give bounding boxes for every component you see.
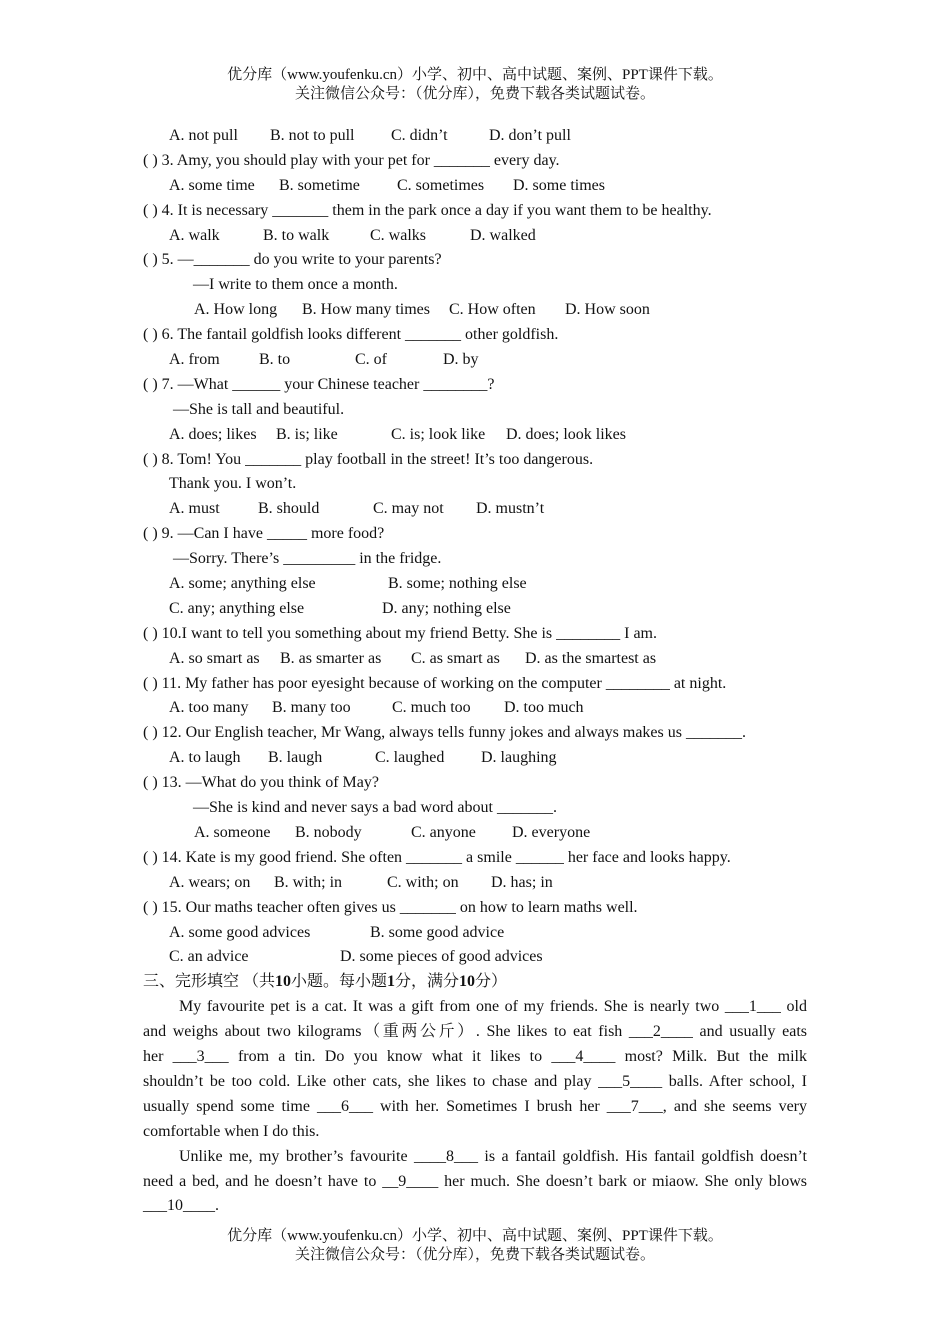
q5-options [143, 298, 807, 323]
exam-content [143, 124, 807, 1219]
passage-line: shouldn’t be too cold. Like other cats, she likes to chase and play ___5____ balls. After school, I [143, 1072, 807, 1090]
option-d: D. everyone [512, 823, 591, 841]
q15-options-row-1 [143, 921, 807, 946]
section-total: 10 [459, 973, 476, 991]
question-stem: ( ) 12. Our English teacher, Mr Wang, always tells funny jokes and always makes us _______. [143, 724, 746, 742]
option-b: B. nobody [295, 823, 362, 841]
header-line-1: 优分库（www.youfenku.cn）小学、初中、高中试题、案例、PPT课件下载。 [227, 67, 723, 83]
option-c: C. of [355, 351, 387, 369]
option-b: B. with; in [274, 873, 343, 891]
section-title-part: 小题。每小题 [291, 973, 388, 991]
option-b: B. sometime [279, 176, 360, 194]
q10-options [143, 647, 807, 672]
option-c: C. sometimes [397, 176, 485, 194]
passage-line: My favourite pet is a cat. It was a gift from one of my friends. She is nearly two ___1___ old [179, 998, 807, 1016]
option-b: B. to walk [263, 226, 330, 244]
option-b: B. as smarter as [280, 649, 382, 667]
option-d: D. laughing [481, 749, 557, 767]
section-title-part: 分） [475, 973, 508, 991]
passage-line: her ___3___ from a tin. Do you know what it likes to ___4____ most? Milk. But the milk [143, 1047, 807, 1065]
option-a: A. wears; on [169, 873, 251, 891]
q11-options [143, 696, 807, 721]
option-c: C. an advice [169, 948, 249, 966]
option-a: A. some time [169, 176, 255, 194]
dialogue-reply: —She is kind and never says a bad word about _______. [193, 799, 557, 817]
passage-paragraph-1 [143, 995, 807, 1144]
option-c: C. as smart as [411, 649, 500, 667]
q14-options [143, 871, 807, 896]
question-stem: ( ) 8. Tom! You _______ play football in the street! It’s too dangerous. [143, 450, 594, 468]
passage-line: and weighs about two kilograms（重两公斤）. She likes to eat fish ___2____ and usually eats [143, 1023, 807, 1041]
option-d: D. too much [504, 699, 584, 717]
passage-paragraph-2 [143, 1145, 807, 1220]
option-b: B. many too [272, 699, 351, 717]
option-d: D. by [443, 351, 479, 369]
option-d: D. any; nothing else [382, 599, 511, 617]
option-c: C. is; look like [391, 425, 486, 443]
section-points-each: 1 [387, 973, 396, 991]
passage-line: comfortable when I do this. [143, 1122, 320, 1140]
option-c: C. may not [373, 500, 444, 518]
section-heading [143, 970, 807, 995]
q3-options [143, 174, 807, 199]
option-d: D. does; look likes [506, 425, 626, 443]
passage-line: usually spend some time ___6___ with her. Sometimes I brush her ___7___, and she seems very [143, 1097, 807, 1115]
option-a: A. does; likes [169, 425, 257, 443]
option-a: A. some; anything else [169, 575, 316, 593]
q15-options-row-2 [143, 945, 807, 970]
option-a: A. to laugh [169, 749, 241, 767]
option-a: A. from [169, 351, 220, 369]
option-b: B. not to pull [270, 127, 355, 144]
passage-line: need a bed, and he doesn’t have to __9____ her much. She doesn’t bark or miaow. She only blows [143, 1172, 807, 1190]
q13-options [143, 821, 807, 846]
option-b: B. some good advice [370, 923, 505, 941]
option-c: C. any; anything else [169, 599, 305, 617]
footer-line-1: 优分库（www.youfenku.cn）小学、初中、高中试题、案例、PPT课件下载。 [227, 1228, 723, 1244]
option-b: B. How many times [302, 301, 430, 319]
option-d: D. walked [470, 226, 536, 244]
q2-options [143, 124, 807, 149]
option-b: B. some; nothing else [388, 575, 527, 593]
option-a: A. some good advices [169, 923, 311, 941]
option-b: B. should [258, 500, 320, 518]
option-a: A. How long [194, 301, 278, 319]
option-a: A. walk [169, 226, 220, 244]
option-c: C. anyone [411, 823, 476, 841]
section-title-part: 三、完形填空 （共 [143, 973, 276, 991]
question-stem: ( ) 3. Amy, you should play with your pet for _______ every day. [143, 151, 560, 169]
option-c: C. How often [449, 301, 536, 319]
option-b: B. to [259, 351, 291, 369]
section-title-part: 分，满分 [395, 973, 460, 991]
option-a: A. too many [169, 699, 249, 717]
q9-options-row-2 [143, 597, 807, 622]
passage-line: Unlike me, my brother’s favourite ____8___ is a fantail goldfish. His fantail goldfish doesn’t [179, 1147, 807, 1165]
option-c: C. laughed [375, 749, 445, 767]
q8-options [143, 497, 807, 522]
option-b: B. laugh [268, 749, 323, 767]
dialogue-reply: —She is tall and beautiful. [173, 400, 345, 418]
question-stem: ( ) 7. —What ______ your Chinese teacher ________? [143, 375, 495, 393]
q4-options [143, 224, 807, 249]
option-d: D. How soon [565, 301, 650, 319]
option-d: D. mustn’t [476, 500, 545, 518]
q7-options [143, 423, 807, 448]
option-d: D. don’t pull [489, 127, 571, 144]
dialogue-reply: —I write to them once a month. [193, 276, 398, 294]
question-stem: ( ) 15. Our maths teacher often gives us _______ on how to learn maths well. [143, 898, 638, 916]
header-line-2: 关注微信公众号：（优分库），免费下载各类试题试卷。 [294, 86, 655, 102]
question-stem: ( ) 9. —Can I have _____ more food? [143, 525, 385, 543]
option-d: D. as the smartest as [525, 649, 657, 667]
option-a: A. not pull [169, 127, 238, 144]
dialogue-reply: Thank you. I won’t. [169, 475, 297, 493]
option-a: A. must [169, 500, 220, 518]
question-stem: ( ) 5. —_______ do you write to your parents? [143, 251, 442, 269]
option-c: C. walks [370, 226, 426, 244]
option-d: D. some times [513, 176, 605, 194]
option-a: A. so smart as [169, 649, 260, 667]
question-stem: ( ) 14. Kate is my good friend. She often _______ a smile ______ her face and looks happy. [143, 848, 731, 866]
q12-options [143, 746, 807, 771]
option-c: C. didn’t [391, 127, 448, 144]
dialogue-reply: —Sorry. There’s _________ in the fridge. [173, 550, 442, 568]
section-count: 10 [275, 973, 292, 991]
page-header [0, 66, 950, 104]
q6-options [143, 348, 807, 373]
passage-line: ___10____. [143, 1197, 219, 1215]
option-b: B. is; like [276, 425, 338, 443]
question-stem: ( ) 11. My father has poor eyesight because of working on the computer ________ at night. [143, 674, 727, 692]
option-d: D. has; in [491, 873, 553, 891]
question-stem: ( ) 6. The fantail goldfish looks different _______ other goldfish. [143, 326, 559, 344]
question-stem: ( ) 4. It is necessary _______ them in the park once a day if you want them to be healthy. [143, 201, 712, 219]
q9-options-row-1 [143, 572, 807, 597]
question-stem: ( ) 10.I want to tell you something about my friend Betty. She is ________ I am. [143, 624, 657, 642]
footer-line-2: 关注微信公众号：（优分库），免费下载各类试题试卷。 [294, 1247, 655, 1263]
option-c: C. with; on [387, 873, 459, 891]
option-d: D. some pieces of good advices [340, 948, 543, 966]
option-c: C. much too [392, 699, 471, 717]
option-a: A. someone [194, 823, 271, 841]
page-footer [0, 1227, 950, 1265]
question-stem: ( ) 13. —What do you think of May? [143, 774, 379, 792]
